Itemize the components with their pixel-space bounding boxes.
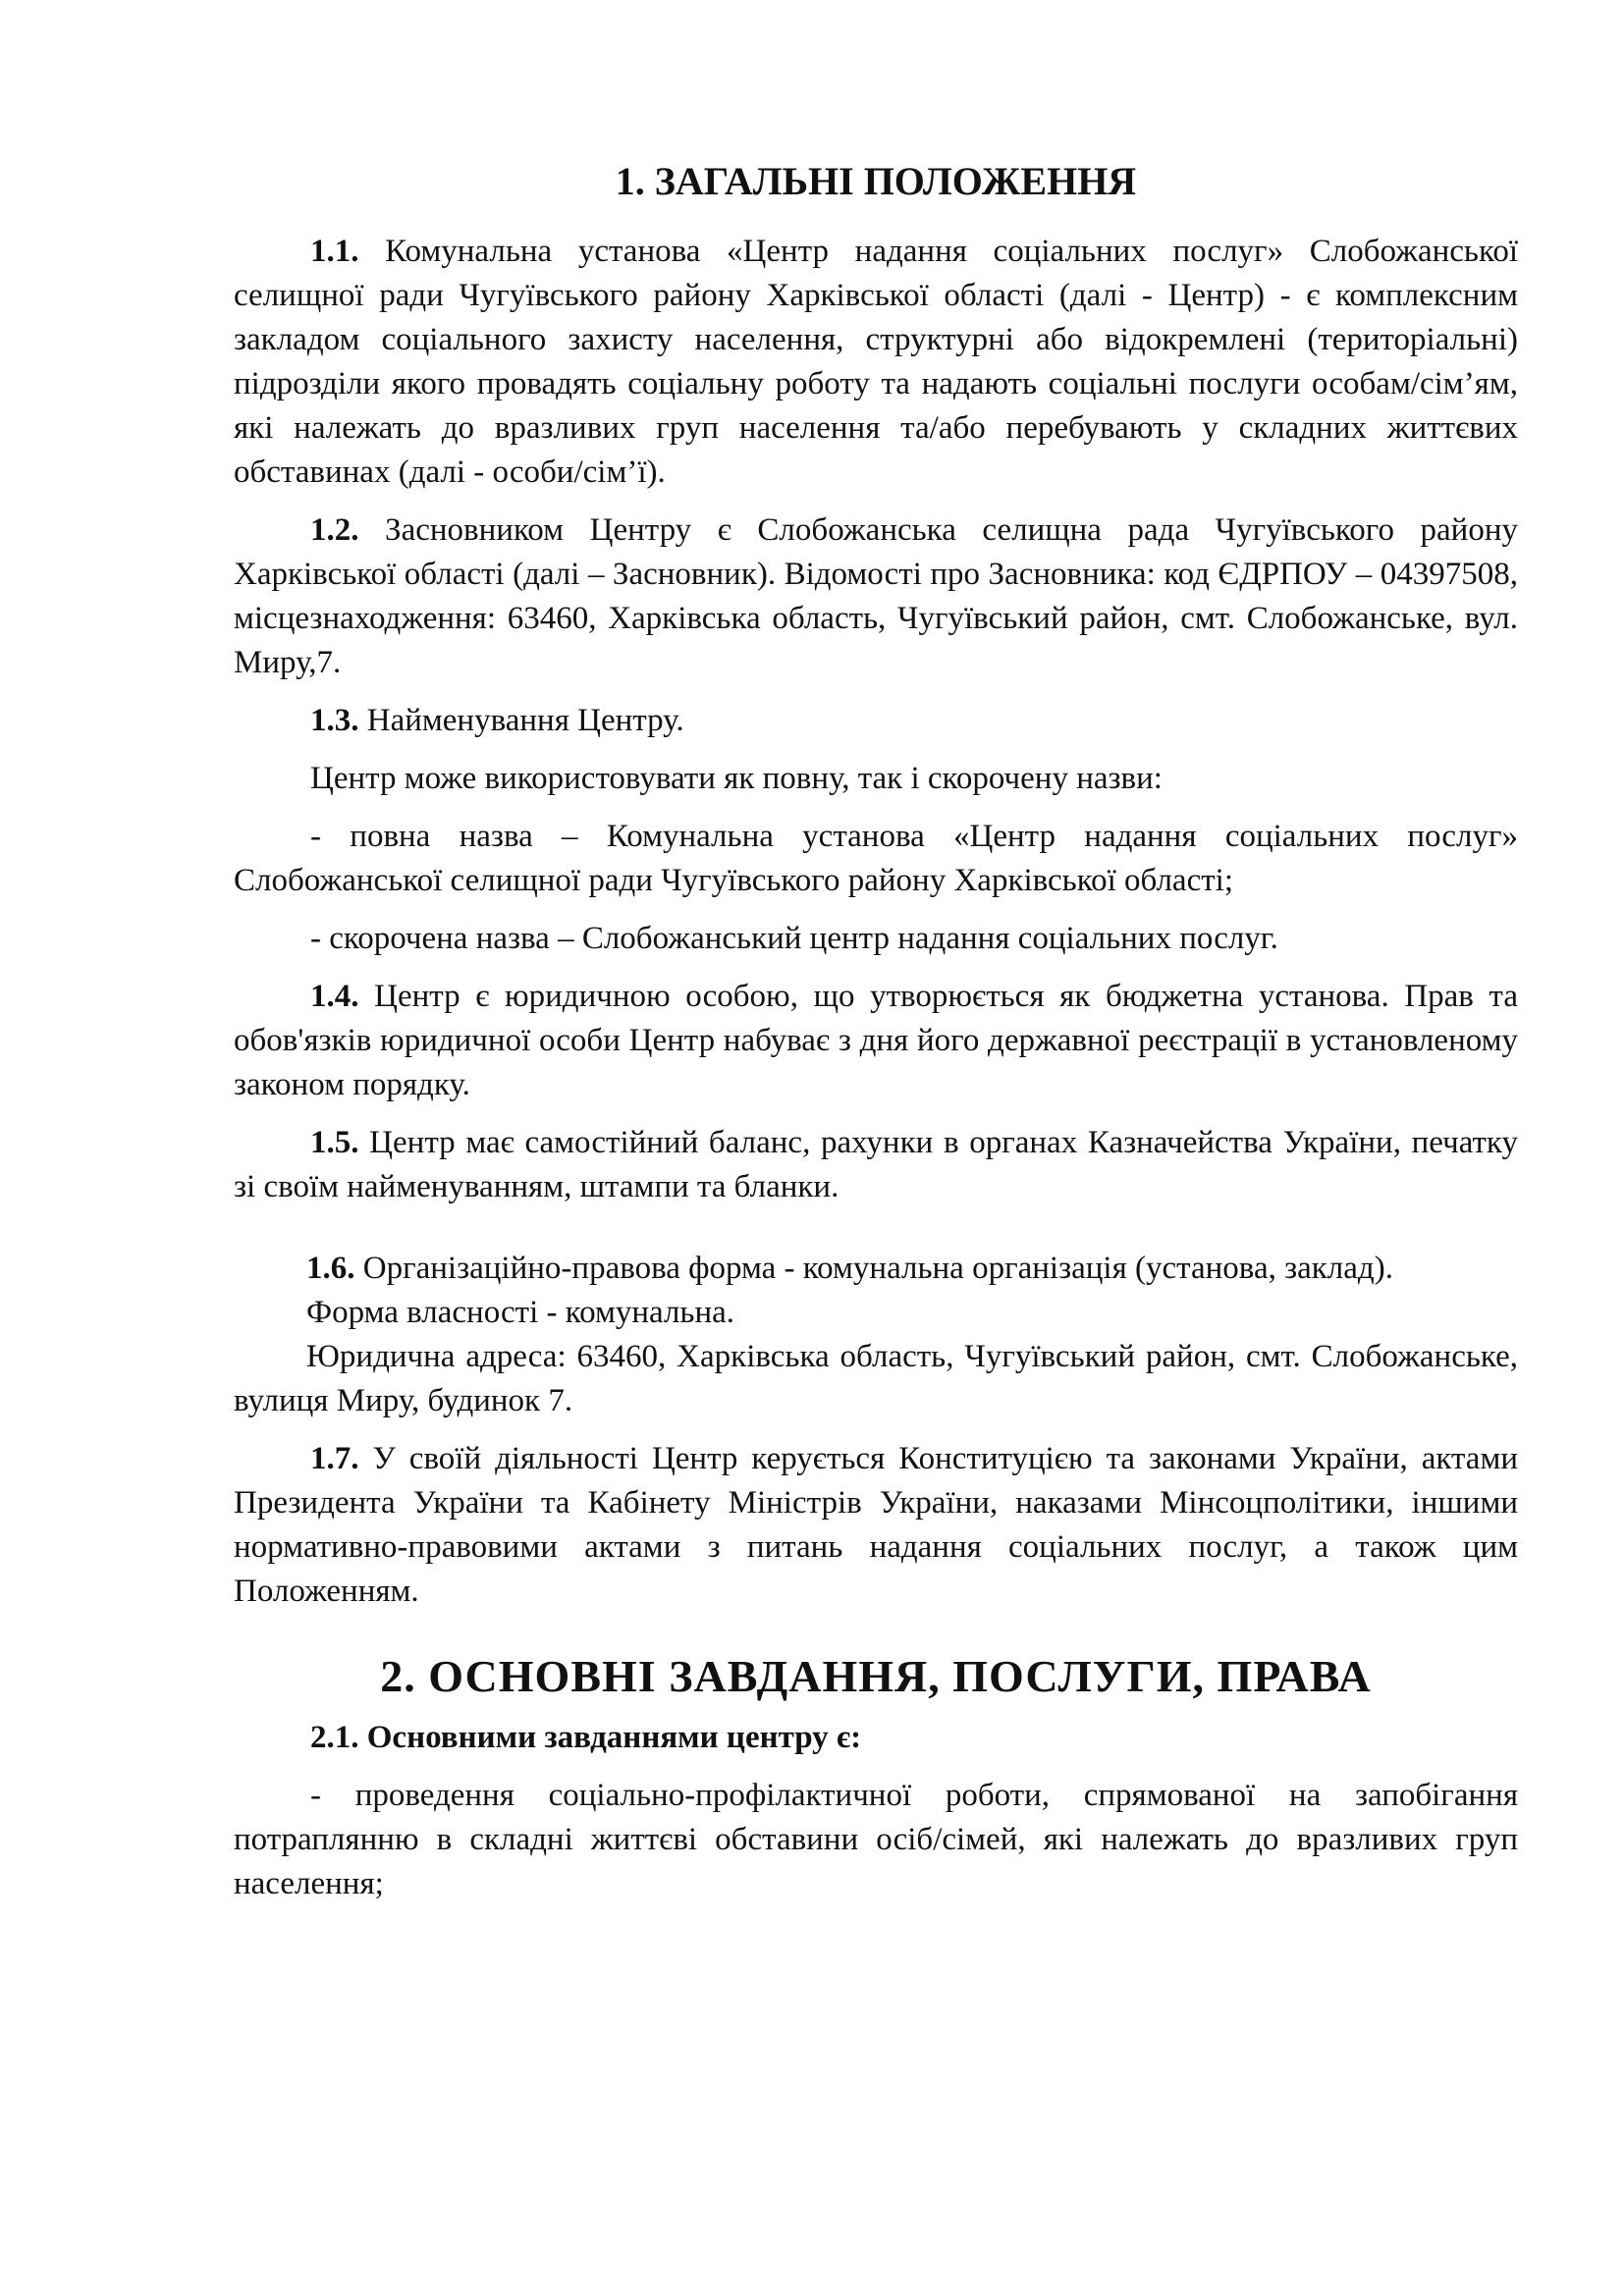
names-intro: Центр може використовувати як повну, так і скорочену назви:	[310, 761, 1163, 796]
paragraph-text: Центр має самостійний баланс, рахунки в органах Казначейства України, печатку зі своїм найменуванням, штампи та бланки.	[234, 1125, 1518, 1204]
paragraph-2-1-heading: 2.1. Основними завданнями центру є:	[310, 1720, 862, 1755]
paragraph-text: Центр є юридичною особою, що утворюється як бюджетна установа. Прав та обов'язків юридичної особи Центр набуває з дня його державної реєстрації в установленому законом порядку.	[234, 979, 1518, 1102]
paragraph-1-7	[234, 1437, 1518, 1614]
paragraph-text: Засновником Центру є Слобожанська селищна рада Чугуївського району Харківської області (далі – Засновник). Відомості про Засновника: код ЄДРПОУ – 04397508, місцезнаходження: 63460, Харківська область, Чугуївський район, смт. Слобожанське, вул. Миру,7.	[234, 512, 1518, 680]
legal-address: Юридична адреса: 63460, Харківська область, Чугуївський район, смт. Слобожанське, вулиця Миру, будинок 7.	[234, 1339, 1518, 1418]
paragraph-number: 1.5.	[310, 1125, 359, 1160]
paragraph-1-3	[234, 699, 1518, 743]
paragraph-text: У своїй діяльності Центр керується Конституцією та законами України, актами Президента України та Кабінету Міністрів України, наказами Мінсоцполітики, іншими нормативно-правовими актами з питань надання соціальних послуг, а також цим Положенням.	[234, 1441, 1518, 1609]
paragraph-text: Найменування Центру.	[358, 703, 684, 738]
paragraph-number: 1.7.	[310, 1441, 359, 1476]
paragraph-number: 1.2.	[310, 512, 359, 548]
paragraph-1-2	[234, 508, 1518, 685]
section-1-title: 1. ЗАГАЛЬНІ ПОЛОЖЕННЯ	[615, 159, 1137, 203]
paragraph-1-1	[234, 230, 1518, 495]
task-item: - проведення соціально-профілактичної роботи, спрямованої на запобігання потраплянню в складні життєві обставини осіб/сімей, які належать до вразливих груп населення;	[234, 1778, 1518, 1901]
full-name: - повна назва – Комунальна установа «Центр надання соціальних послуг» Слобожанської селищної ради Чугуївського району Харківської області;	[234, 819, 1518, 898]
ownership-form: Форма власності - комунальна.	[306, 1295, 735, 1330]
paragraph-1-5	[234, 1121, 1518, 1209]
paragraph-text: Організаційно-правова форма - комунальна організація (установа, заклад).	[354, 1251, 1393, 1286]
paragraph-number: 1.3.	[310, 703, 359, 738]
document-page	[234, 147, 1518, 1920]
paragraph-1-6	[234, 1247, 1518, 1291]
paragraph-number: 1.1.	[310, 234, 359, 269]
paragraph-number: 1.4.	[310, 979, 359, 1014]
paragraph-number: 1.6.	[306, 1251, 355, 1286]
paragraph-1-4	[234, 975, 1518, 1107]
paragraph-text: Комунальна установа «Центр надання соціальних послуг» Слобожанської селищної ради Чугуївського району Харківської області (далі - Центр) - є комплексним закладом соціального захисту населення, структурні або відокремлені (територіальні) підрозділи якого провадять соціальну роботу та надають соціальні послуги особам/сім’ям, які належать до вразливих груп населення та/або перебувають у складних життєвих обставинах (далі - особи/сім’ї).	[234, 234, 1518, 490]
section-2-title: 2. ОСНОВНІ ЗАВДАННЯ, ПОСЛУГИ, ПРАВА	[380, 1651, 1372, 1701]
short-name: - скорочена назва – Слобожанський центр надання соціальних послуг.	[310, 921, 1278, 956]
